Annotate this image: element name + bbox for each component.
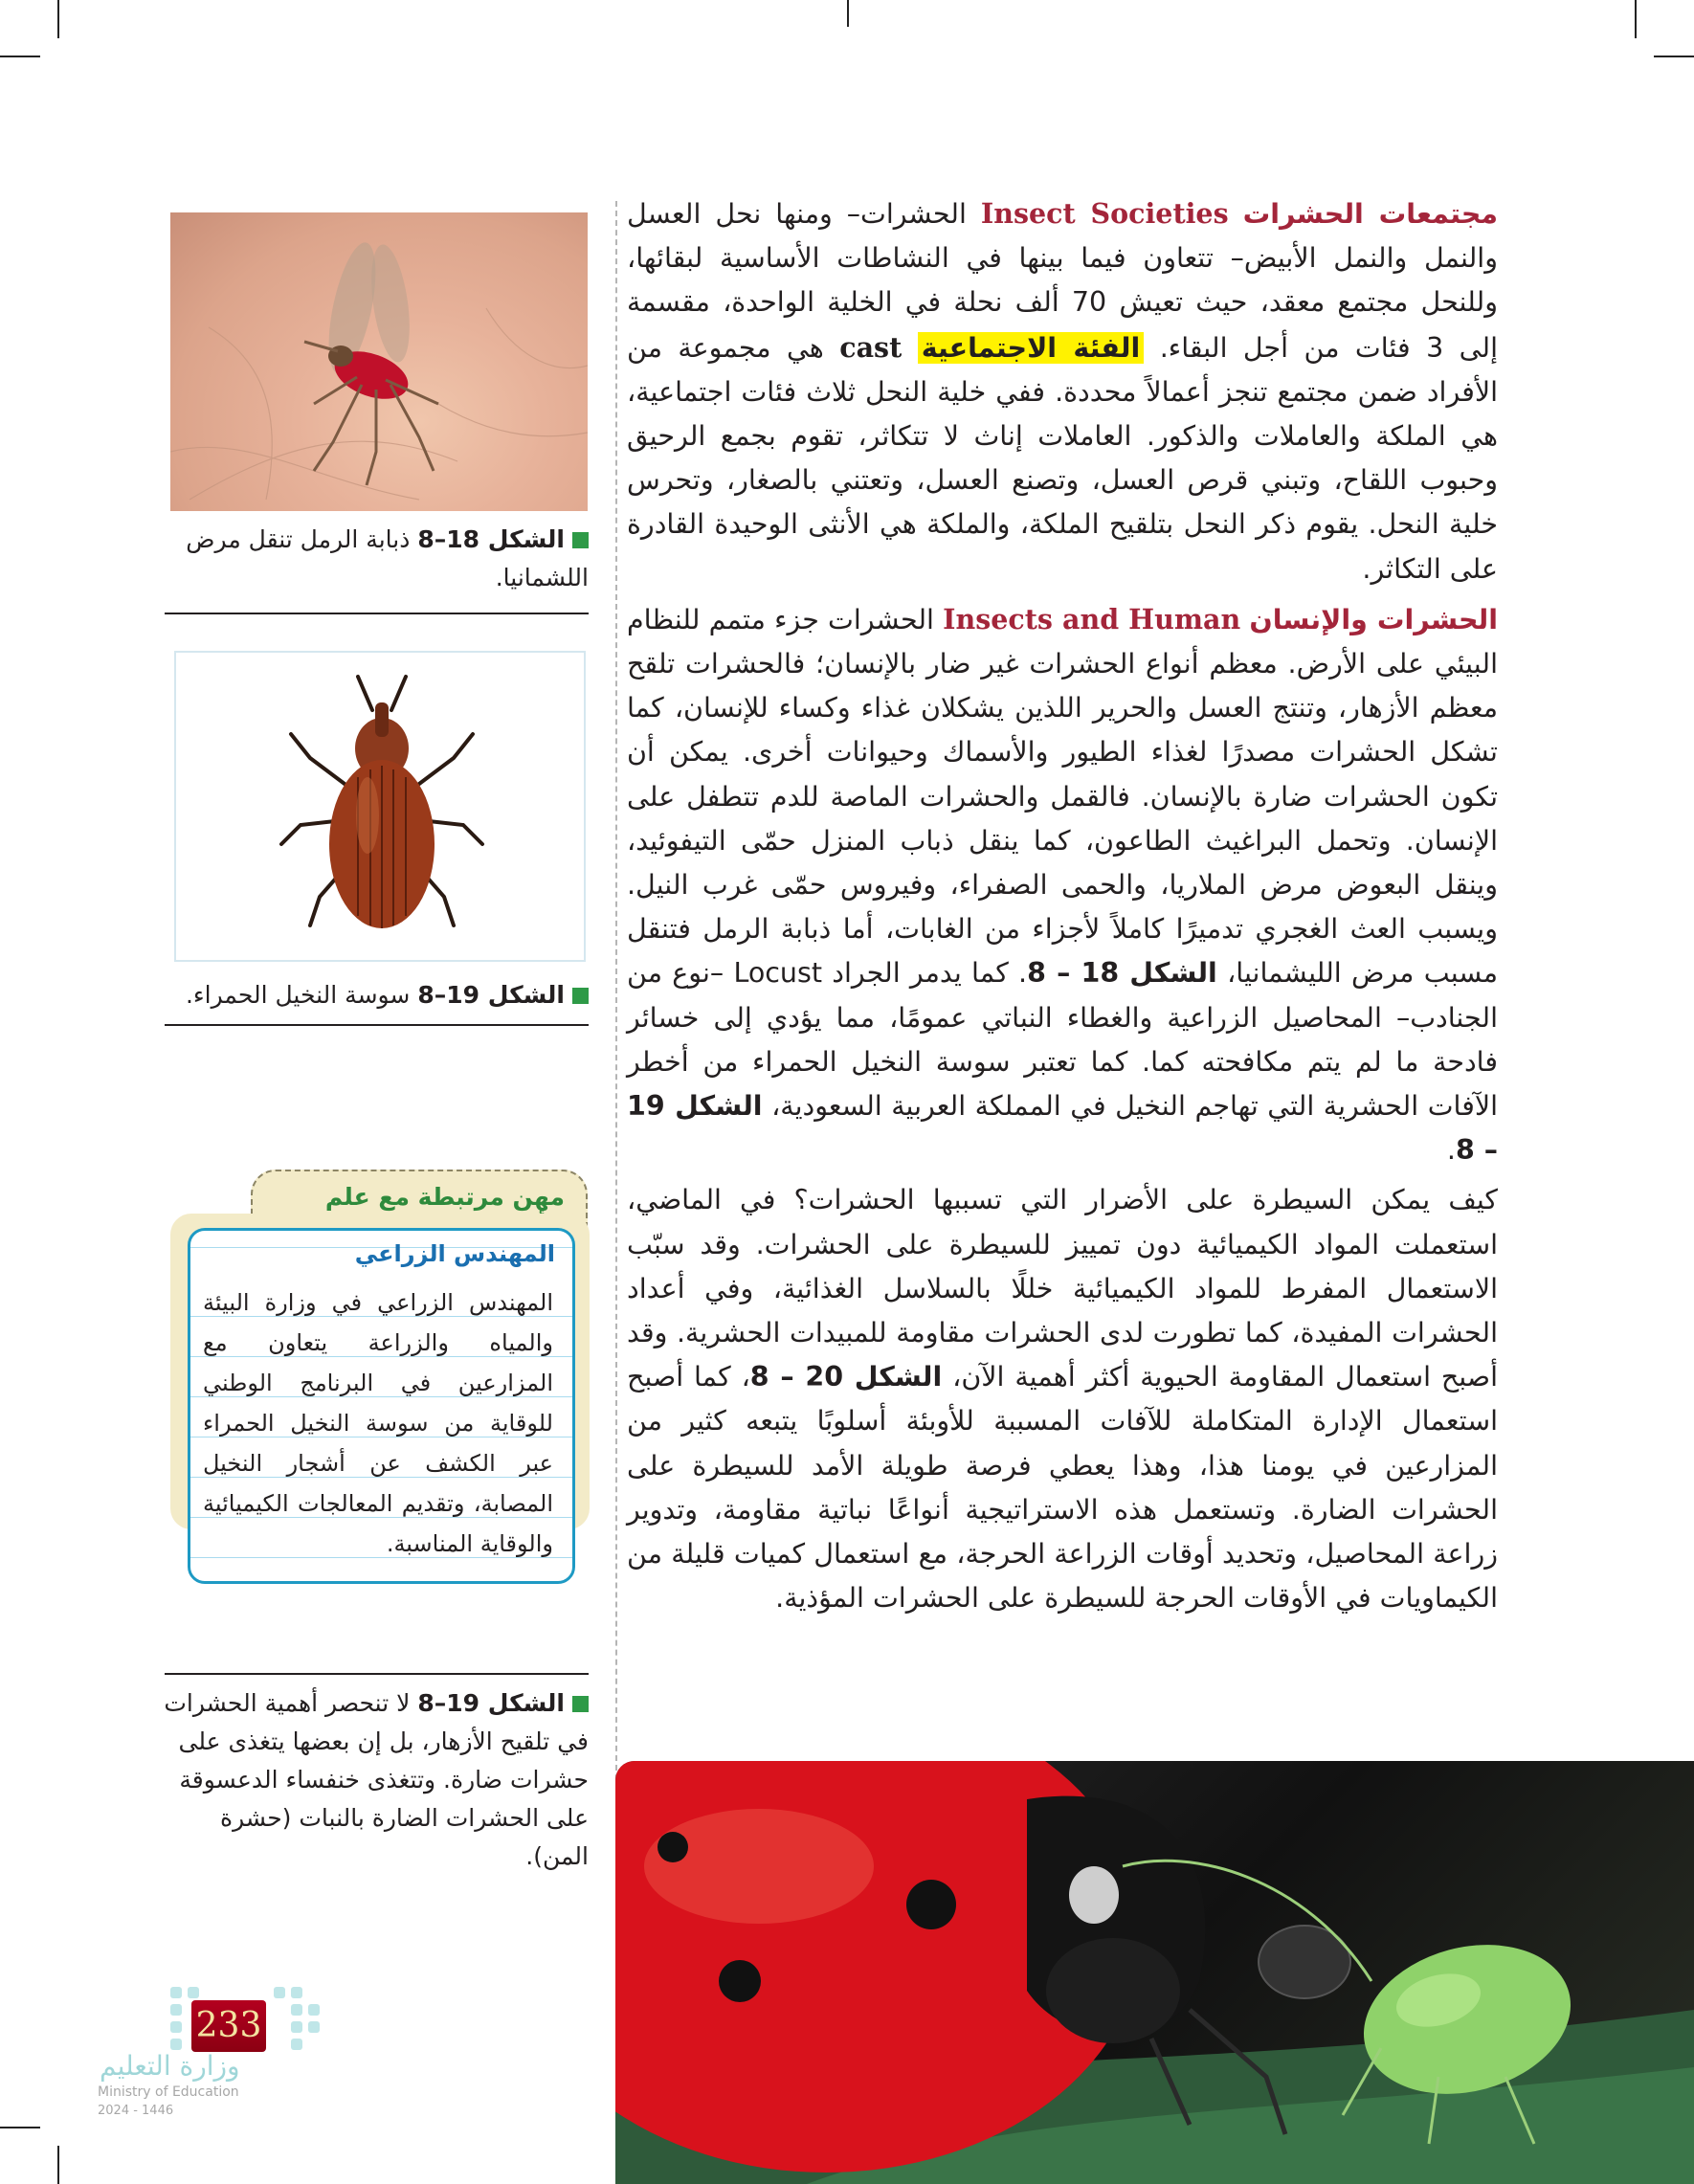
paragraph-text: هي مجموعة من الأفراد ضمن مجتمع تنجز أعمالاً محددة. ففي خلية النحل ثلاث فئات اجتماعية، هي الملكة والعاملات والذكور. العاملات إناث لا تتكاثر، تقوم بجمع الرحيق وحبوب اللقاح، وتبني قرص العسل، وتصنع العسل، وتعتني بالصغار، وتحرس خلية النحل. يقوم ذكر النحل بتلقيح الملكة، والملكة هي الأنثى الوحيدة القادرة على التكاثر. <box>627 331 1498 585</box>
paragraph-text: الحشرات جزء متمم للنظام البيئي على الأرض. معظم أنواع الحشرات غير ضار بالإنسان؛ فالحشرات تلقح معظم الأزهار، وتنتج العسل والحرير اللذين يشكلان غذاء وكساء للإنسان، كما تشكل الحشرات مصدرًا لغذاء الطيور والأسماك وحيوانات أخرى. يمكن أن تكون الحشرات ضارة بالإنسان. فالقمل والحشرات الماصة للدم تتطفل على الإنسان. وتحمل البراغيث الطاعون، كما ينقل ذباب المنزل حمّى التيفوئيد، وينقل البعوض مرض الملاريا، والحمى الصفراء، وفيروس حمّى غرب النيل. ويسبب العث الغجري تدميرًا كاملاً لأجزاء من الغابات، أما ذبابة الرمل فتنقل مسبب مرض الليشمانيا، <box>627 603 1498 990</box>
paragraph-text: . كما يدمر الجراد Locust –نوع من الجنادب– المحاصيل الزراعية والغطاء النباتي عمومًا، مما يؤدي إلى خسائر فادحة ما لم يتم مكافحته كما. كما تعتبر سوسة النخيل الحمراء من أخطر الآفات الحشرية التي تهاجم النخيل في المملكة العربية السعودية، <box>627 957 1499 1123</box>
ministry-name-en: Ministry of Education <box>98 2084 239 2100</box>
crop-mark <box>847 0 849 27</box>
figure-reference: الشكل 19 – 8 <box>627 1090 1498 1167</box>
highlighted-term: الفئة الاجتماعية <box>918 332 1145 364</box>
paragraph-insects-and-human <box>627 597 1498 1173</box>
figure-reference: الشكل 18 – 8 <box>1027 957 1217 990</box>
crop-mark <box>1654 56 1694 57</box>
paragraph-pest-control <box>627 1178 1498 1620</box>
figure-18-caption <box>163 521 589 597</box>
figure-19-caption <box>163 976 589 1014</box>
caption-rule <box>165 1024 589 1026</box>
career-text: المهندس الزراعي في وزارة البيئة والمياه والزراعة يتعاون مع المزارعين في البرنامج الوطني للوقاية من سوسة النخيل الحمراء عبر الكشف عن أشجار النخيل المصابة، وتقديم المعالجات الكيميائية والوقاية المناسبة. <box>203 1289 553 1557</box>
caption-text: لا تنحصر أهمية الحشرات في تلقيح الأزهار، بل إن بعضها يتغذى على حشرات ضارة. وتتغذى خنفساء الدعسوقة على الحشرات الضارة بالنبات (حشرة المن). <box>164 1689 589 1870</box>
paragraph-text: . <box>1446 1134 1456 1167</box>
ladybug-aphid-photo <box>615 1761 1694 2184</box>
paragraph-insect-societies <box>627 191 1498 591</box>
caption-marker <box>572 532 589 548</box>
career-title: المهندس الزراعي <box>354 1240 555 1267</box>
heading-insect-societies: مجتمعات الحشرات <box>1242 198 1499 230</box>
sand-fly-illustration <box>170 212 588 511</box>
heading-insect-societies-en: Insect Societies <box>980 197 1229 230</box>
figure-reference: الشكل 20 – 8 <box>749 1361 943 1393</box>
caption-rule <box>165 1673 589 1675</box>
ladybug-illustration <box>615 1761 1694 2184</box>
caption-text: ذبابة الرمل تنقل مرض اللشمانيا. <box>186 525 589 591</box>
column-divider <box>615 201 617 1780</box>
sand-fly-photo <box>170 212 588 511</box>
figure-number: الشكل 18–8 <box>417 525 565 553</box>
caption-marker <box>572 1696 589 1712</box>
term-en: cast <box>839 330 903 364</box>
edition-year: 2024 - 1446 <box>98 2104 174 2118</box>
heading-insects-and-human-en: Insects and Human <box>943 602 1241 635</box>
figure-20-caption <box>163 1684 589 1876</box>
heading-insects-and-human: الحشرات والإنسان <box>1249 603 1499 635</box>
paragraph-text: الحشرات– ومنها نحل العسل والنمل والنمل الأبيض– تتعاون فيما بينها في النشاطات الأساسية لبقائها، وللنحل مجتمع معقد، حيث تعيش 70 ألف نحلة في الخلية الواحدة، مقسمة إلى 3 فئات من أجل البقاء. <box>627 198 1499 364</box>
page-number: 233 <box>191 2000 266 2052</box>
caption-rule <box>165 613 589 614</box>
weevil-illustration <box>176 653 586 962</box>
crop-mark <box>1635 0 1637 38</box>
figure-number: الشكل 19–8 <box>417 1689 565 1717</box>
red-palm-weevil-photo <box>174 651 586 962</box>
career-box-tab: مهن مرتبطة مع علم <box>251 1170 588 1227</box>
crop-mark <box>0 2127 40 2128</box>
career-box <box>188 1228 575 1584</box>
paragraph-text: ، كما أصبح استعمال الإدارة المتكاملة للآفات المسببة للأوبئة أسلوبًا يتبعه كثير من المزارعين في يومنا هذا، وهذا يعطي فرصة طويلة الأمد للسيطرة على الحشرات الضارة. وتستعمل هذه الاستراتيجية أنواعًا نباتية مقاومة، وتدوير زراعة المحاصيل، وتحديد أوقات الزراعة الحرجة، مع استعمال كميات قليلة من الكيماويات في الأوقات الحرجة للسيطرة على الحشرات المؤذية. <box>627 1361 1498 1615</box>
crop-mark <box>57 0 59 38</box>
caption-text: سوسة النخيل الحمراء. <box>185 981 411 1009</box>
figure-number: الشكل 19–8 <box>417 981 565 1009</box>
crop-mark <box>0 56 40 57</box>
crop-mark <box>57 2146 59 2184</box>
caption-marker <box>572 988 589 1004</box>
paragraph-text: كيف يمكن السيطرة على الأضرار التي تسببها الحشرات؟ في الماضي، استعملت المواد الكيميائية دون تمييز للسيطرة على الحشرات. وقد سبّب الاستعمال المفرط للمواد الكيميائية خللًا بالسلاسل الغذائية، وفي أعداد الحشرات المفيدة، كما تطورت لدى الحشرات مقاومة للمبيدات الحشرية. وقد أصبح استعمال المقاومة الحيوية أكثر أهمية الآن، <box>627 1184 1498 1393</box>
ministry-logo-text: وزارة التعليم <box>100 2050 240 2082</box>
main-text-column <box>627 191 1498 1627</box>
